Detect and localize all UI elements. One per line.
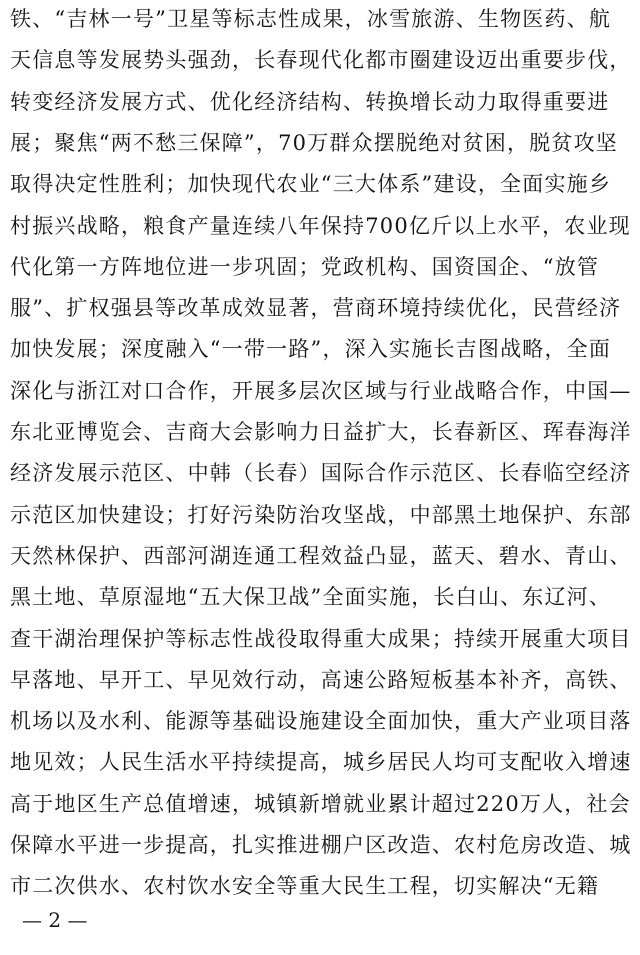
text-line-2: 天信息等发展势头强劲，长春现代化都市圈建设迈出重要步伐， — [10, 48, 632, 72]
text-line-15: 黑土地、草原湿地“五大保卫战”全面实施，长白山、东辽河、 — [10, 585, 612, 609]
text-line-4: 展；聚焦“两不愁三保障”，70万群众摆脱绝对贫困，脱贫攻坚 — [10, 131, 618, 155]
text-line-12: 经济发展示范区、中韩（长春）国际合作示范区、长春临空经济 — [10, 461, 632, 485]
text-line-1: 铁、“吉林一号”卫星等标志性成果，冰雪旅游、生物医药、航 — [10, 7, 612, 31]
text-line-21: 保障水平进一步提高，扎实推进棚户区改造、农村危房改造、城 — [10, 833, 632, 857]
page-number: — 2 — — [22, 908, 88, 932]
text-line-9: 加快发展；深度融入“一带一路”，深入实施长吉图战略，全面 — [10, 337, 612, 361]
text-line-3: 转变经济发展方式、优化经济结构、转换增长动力取得重要进 — [10, 90, 610, 114]
text-line-6: 村振兴战略，粮食产量连续八年保持700亿斤以上水平，农业现 — [10, 214, 631, 238]
text-line-10: 深化与浙江对口合作，开展多层次区域与行业战略合作，中国— — [10, 379, 632, 403]
text-line-19: 地见效；人民生活水平持续提高，城乡居民人均可支配收入增速 — [10, 750, 632, 774]
text-line-22: 市二次供水、农村饮水安全等重大民生工程，切实解决“无籍 — [10, 874, 600, 898]
text-line-20: 高于地区生产总值增速，城镇新增就业累计超过220万人，社会 — [10, 792, 631, 816]
text-line-7: 代化第一方阵地位进一步巩固；党政机构、国资国企、“放管 — [10, 255, 600, 279]
text-line-18: 机场以及水利、能源等基础设施建设全面加快，重大产业项目落 — [10, 709, 632, 733]
text-line-16: 查干湖治理保护等标志性战役取得重大成果；持续开展重大项目 — [10, 627, 632, 651]
text-line-14: 天然林保护、西部河湖连通工程效益凸显，蓝天、碧水、青山、 — [10, 544, 632, 568]
text-line-17: 早落地、早开工、早见效行动，高速公路短板基本补齐，高铁、 — [10, 668, 632, 692]
text-line-13: 示范区加快建设；打好污染防治攻坚战，中部黑土地保护、东部 — [10, 503, 632, 527]
text-line-11: 东北亚博览会、吉商大会影响力日益扩大，长春新区、珲春海洋 — [10, 420, 632, 444]
text-line-5: 取得决定性胜利；加快现代农业“三大体系”建设，全面实施乡 — [10, 172, 612, 196]
text-line-8: 服”、扩权强县等改革成效显著，营商环境持续优化，民营经济 — [10, 296, 622, 320]
